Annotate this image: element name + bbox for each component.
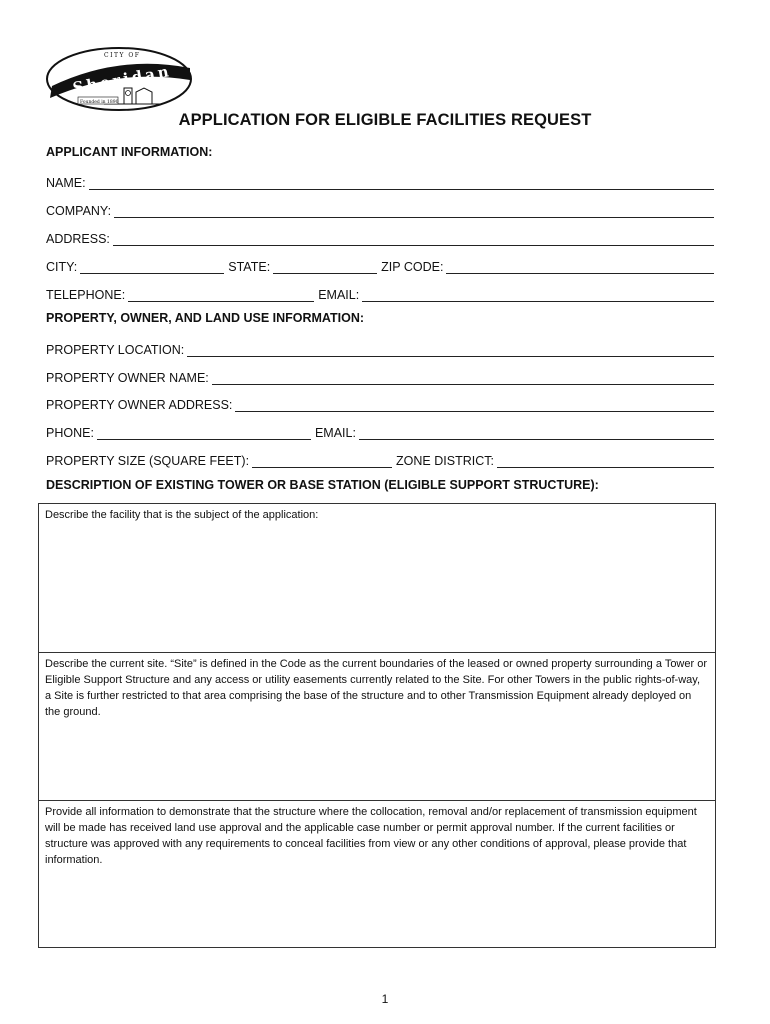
company-label: COMPANY: [46, 204, 112, 218]
approval-information-prompt: Provide all information to demonstrate that the structure where the collocation, removal and/or replacement of transmission equipment will be made has received land use approval and the applicable case number or permit approval number. If the current facilities or structure was approved with any requirements to conceal facilities from view or any other conditions of approval, please provide that information. [45, 806, 697, 866]
name-field[interactable] [89, 176, 714, 190]
address-label: ADDRESS: [46, 232, 110, 246]
property-email-label: EMAIL: [314, 426, 356, 440]
owner-address-row [46, 396, 714, 412]
page-title: APPLICATION FOR ELIGIBLE FACILITIES REQUEST [178, 111, 592, 129]
owner-name-label: PROPERTY OWNER NAME: [46, 371, 209, 385]
owner-address-field[interactable] [235, 398, 714, 412]
property-heading: PROPERTY, OWNER, AND LAND USE INFORMATION: [46, 311, 365, 325]
property-size-field[interactable] [252, 454, 392, 468]
state-label: STATE: [228, 260, 271, 274]
facility-description-prompt: Describe the facility that is the subject of the application: [45, 509, 319, 521]
logo-name: Sheridan [71, 61, 173, 98]
city-row [46, 258, 714, 274]
description-table [38, 503, 716, 948]
page-number: 1 [381, 992, 389, 1006]
phone-field[interactable] [97, 426, 311, 440]
email-field[interactable] [362, 288, 714, 302]
site-description-prompt: Describe the current site. “Site” is defined in the Code as the current boundaries of the leased or owned property surrounding a Tower or Eligible Support Structure and any access or utility easements currently related to the Site. For other Towers in the public rights-of-way, a Site is further restricted to that area comprising the base of the structure and to other Transmission Equipment already deployed on the ground. [45, 658, 707, 718]
applicant-heading: APPLICANT INFORMATION: [46, 145, 213, 159]
address-field[interactable] [113, 232, 714, 246]
zip-label: ZIP CODE: [381, 260, 444, 274]
approval-information-cell[interactable] [39, 801, 715, 947]
description-heading: DESCRIPTION OF EXISTING TOWER OR BASE STATION (ELIGIBLE SUPPORT STRUCTURE): [46, 478, 599, 492]
telephone-row [46, 286, 714, 302]
facility-description-cell[interactable] [39, 504, 715, 653]
logo-founded: Founded in 1890 [80, 100, 119, 105]
property-location-label: PROPERTY LOCATION: [46, 343, 185, 357]
zone-district-field[interactable] [497, 454, 714, 468]
owner-address-label: PROPERTY OWNER ADDRESS: [46, 398, 233, 412]
property-location-field[interactable] [187, 343, 714, 357]
property-location-row [46, 341, 714, 357]
owner-name-row [46, 369, 714, 385]
city-of-sheridan-logo [44, 46, 194, 112]
city-field[interactable] [80, 260, 224, 274]
site-description-cell[interactable] [39, 653, 715, 801]
name-label: NAME: [46, 176, 86, 190]
owner-name-field[interactable] [212, 371, 714, 385]
telephone-label: TELEPHONE: [46, 288, 126, 302]
property-size-label: PROPERTY SIZE (SQUARE FEET): [46, 454, 250, 468]
company-field[interactable] [114, 204, 714, 218]
logo-city-of: CITY OF [104, 52, 141, 59]
zip-field[interactable] [446, 260, 714, 274]
phone-row [46, 424, 714, 440]
name-row [46, 174, 714, 190]
address-row [46, 230, 714, 246]
state-field[interactable] [273, 260, 377, 274]
property-size-row [46, 452, 714, 468]
property-email-field[interactable] [359, 426, 714, 440]
city-label: CITY: [46, 260, 78, 274]
company-row [46, 202, 714, 218]
zone-district-label: ZONE DISTRICT: [396, 454, 494, 468]
phone-label: PHONE: [46, 426, 94, 440]
telephone-field[interactable] [128, 288, 314, 302]
email-label: EMAIL: [318, 288, 360, 302]
